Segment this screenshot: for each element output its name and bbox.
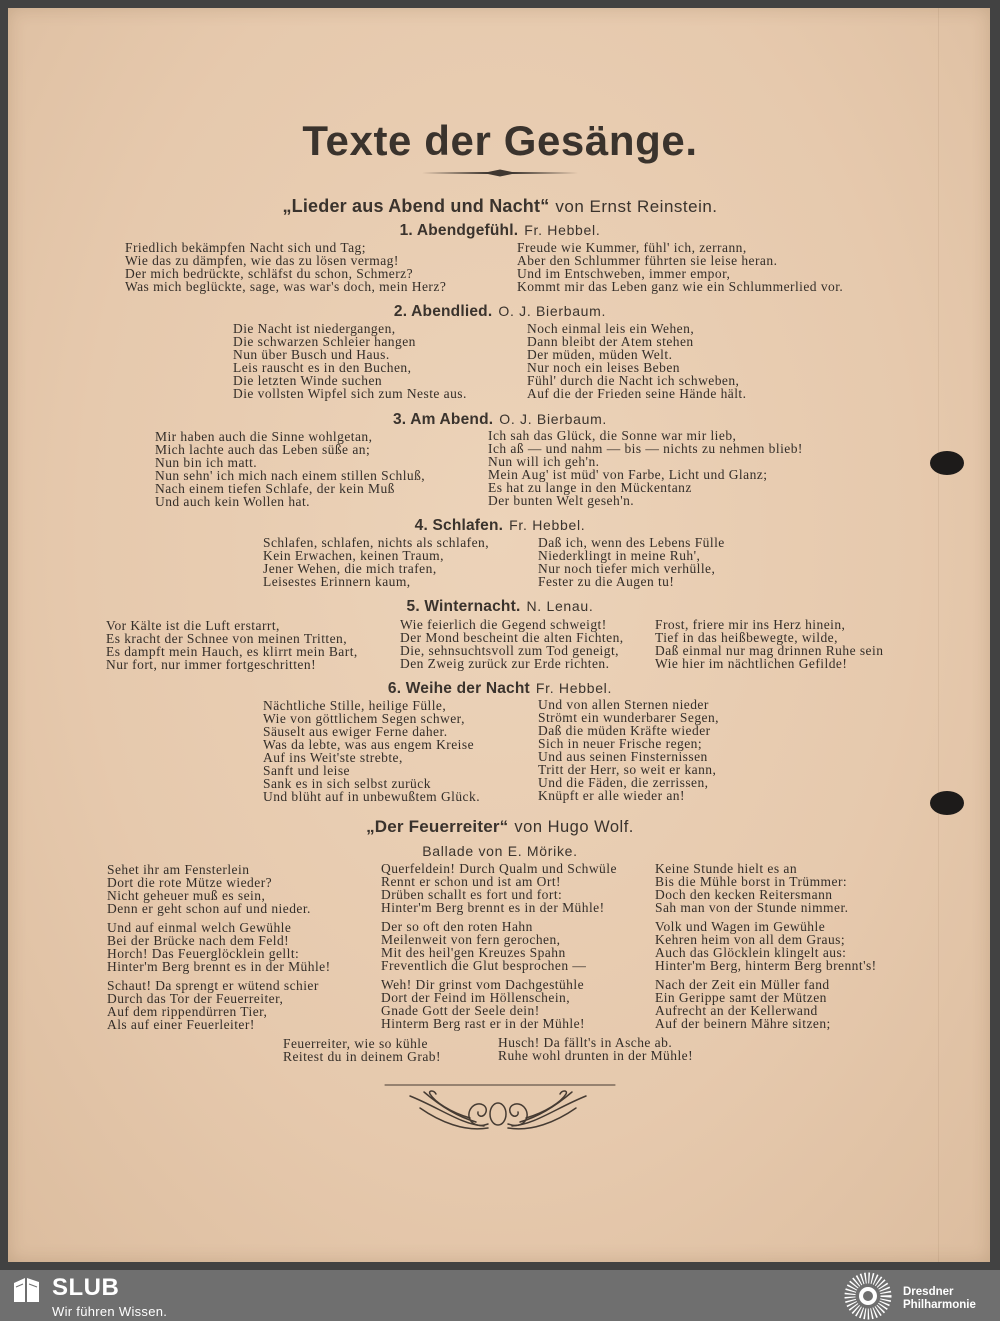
verse-line: Die schwarzen Schleier hangen [233,334,416,349]
verse-line: Nicht geheuer muß es sein, [107,888,266,903]
verse-line: Und im Entschweben, immer empor, [517,266,731,281]
verse-line: Friedlich bekämpfen Nacht sich und Tag; [125,240,366,255]
verse-line: Nur noch ein leises Beben [527,360,680,375]
verse-line: Keine Stunde hielt es an [655,861,798,876]
verse-line: Niederklingt in meine Ruh', [538,548,701,563]
verse-line: Leisestes Erinnern kaum, [263,574,411,589]
song-1-column-1 [125,241,446,293]
song-poet: Fr. Hebbel. [535,680,613,696]
verse-line: Und die Fäden, die zerrissen, [538,775,709,790]
verse-line: Es hat zu lange in den Mückentanz [488,480,692,495]
song-poet: Fr. Hebbel. [509,517,586,533]
verse-line: Sanft und leise [263,763,350,778]
verse-line: Daß einmal nur mag drinnen Ruhe sein [655,643,884,658]
verse-line: Was mich beglückte, sage, was war's doch, mein Herz? [125,279,447,294]
song-6-column-1 [263,699,480,803]
song-poet: N. Lenau. [526,598,594,614]
ballad-stanza [655,920,877,972]
verse-line: Nur noch tiefer mich verhülle, [538,561,716,576]
verse-line: Säuselt aus ewiger Ferne daher. [263,724,448,739]
verse-line: Auf der beinern Mähre sitzen; [655,1016,831,1031]
verse-line: Schlafen, schlafen, nichts als schlafen, [263,535,490,550]
verse-line: Und auf einmal welch Gewühle [107,920,292,935]
verse-line: Rennt er schon und ist am Ort! [381,874,561,889]
verse-line: Wie feierlich die Gegend schweigt! [400,617,607,632]
philharmonie-logo-text [903,1286,976,1312]
verse-line: Aufrecht an der Kellerwand [655,1003,818,1018]
verse-line: Daß ich, wenn des Lebens Fülle [538,535,725,550]
verse-line: Wie das zu dämpfen, wie das zu lösen vermag! [125,253,399,268]
verse-line: Feuerreiter, wie so kühle [283,1036,428,1051]
verse-line: Wie hier im nächtlichen Gefilde! [655,656,848,671]
verse-line: Hinter'm Berg brennt es in der Mühle! [381,900,605,915]
song-3-heading [0,410,1000,429]
verse-line: Gnade Gott der Seele dein! [381,1003,540,1018]
verse-line: Mich lachte auch das Leben süße an; [155,442,371,457]
song-2-column-2 [527,322,746,400]
ballad-stanza [655,978,831,1030]
verse-line: Sah man von der Stunde nimmer. [655,900,849,915]
song-6-column-2 [538,698,719,802]
slub-tagline: Wir führen Wissen. [52,1304,168,1319]
verse-line: Nun bin ich matt. [155,455,258,470]
verse-line: Reitest du in deinem Grab! [283,1049,441,1064]
ballad-stanza [107,979,319,1031]
verse-line: Den Zweig zurück zur Erde richten. [400,656,610,671]
verse-line: Nun will ich geh'n. [488,454,600,469]
verse-line: Sank es in sich selbst zurück [263,776,431,791]
verse-line: Es kracht der Schnee von meinen Tritten, [106,631,348,646]
verse-line: Was da lebte, was aus engem Kreise [263,737,475,752]
song-title: 6. Weihe der Nacht [387,680,530,697]
verse-line: Dort der Feind im Höllenschein, [381,990,571,1005]
verse-line: Mit des heil'gen Kreuzes Spahn [381,945,566,960]
flourish-ornament [380,1078,620,1140]
song-5-column-1 [106,619,358,671]
verse-line: Jener Wehen, die mich trafen, [263,561,437,576]
verse-line: Nach einem tiefen Schlafe, der kein Muß [155,481,395,496]
verse-line: Querfeldein! Durch Qualm und Schwüle [381,861,617,876]
ballad-composer: von Hugo Wolf. [514,818,634,836]
song-poet: O. J. Bierbaum. [499,411,608,427]
song-4-column-1 [263,536,489,588]
ballad-title: „Der Feuerreiter“ [366,817,509,836]
verse-line: Dann bleibt der Atem stehen [527,334,694,349]
cycle-title: „Lieder aus Abend und Nacht“ [282,196,550,216]
verse-line: Dort die rote Mütze wieder? [107,875,273,890]
philharmonie-line-1: Dresdner [903,1286,954,1298]
verse-line: Die letzten Winde suchen [233,373,383,388]
verse-line: Wie von göttlichem Segen schwer, [263,711,465,726]
song-title: 1. Abendgefühl. [399,222,519,239]
verse-line: Der bunten Welt geseh'n. [488,493,635,508]
song-2-heading [0,302,1000,321]
verse-line: Doch den kecken Reitersmann [655,887,833,902]
verse-line: Mein Aug' ist müd' von Farbe, Licht und Glanz; [488,467,768,482]
verse-line: Schaut! Da sprengt er wütend schier [107,978,319,993]
philharmonie-line-2: Philharmonie [903,1299,976,1311]
verse-line: Freude wie Kummer, fühl' ich, zerrann, [517,240,747,255]
verse-line: Der Mond bescheint die alten Fichten, [400,630,624,645]
song-3-column-2 [488,429,803,507]
song-6-heading [0,679,1000,698]
verse-line: Und blüht auf in unbewußtem Glück. [263,789,481,804]
verse-line: Kehren heim von all dem Graus; [655,932,846,947]
verse-line: Die Nacht ist niedergangen, [233,321,396,336]
verse-line: Nächtliche Stille, heilige Fülle, [263,698,447,713]
cycle-composer: von Ernst Reinstein. [555,197,718,216]
verse-line: Bei der Brücke nach dem Feld! [107,933,290,948]
ballad-stanza [381,862,617,914]
song-title: 5. Winternacht. [406,598,521,615]
verse-line: Drüben schallt es fort und fort: [381,887,563,902]
verse-line: Tritt der Herr, so weit er kann, [538,762,717,777]
punch-hole [930,451,964,475]
song-5-heading [0,597,1000,616]
verse-line: Ich sah das Glück, die Sonne war mir lieb, [488,428,737,443]
song-title: 4. Schlafen. [414,517,504,534]
verse-line: Ruhe wohl drunten in der Mühle! [498,1048,694,1063]
song-5-column-2 [400,618,624,670]
verse-line: Freventlich die Glut besprochen — [381,958,587,973]
song-1-heading [0,221,1000,240]
verse-line: Horch! Das Feuerglöcklein gellt: [107,946,300,961]
title-rule-ornament [420,166,580,180]
verse-line: Strömt ein wunderbarer Segen, [538,710,720,725]
verse-line: Kommt mir das Leben ganz wie ein Schlummerlied vor. [517,279,844,294]
slub-book-icon [11,1275,43,1305]
verse-line: Hinterm Berg rast er in der Mühle! [381,1016,585,1031]
verse-line: Frost, friere mir ins Herz hinein, [655,617,846,632]
verse-line: Sich in neuer Frische regen; [538,736,703,751]
verse-line: Der so oft den roten Hahn [381,919,533,934]
verse-line: Auf ins Weit'ste strebte, [263,750,403,765]
ballad-stanza [655,862,848,914]
verse-line: Die, sehnsuchtsvoll zum Tod geneigt, [400,643,619,658]
ballad-stanza [107,863,311,915]
ballad-stanza [107,921,331,973]
verse-line: Und aus seinen Finsternissen [538,749,708,764]
verse-line: Nach der Zeit ein Müller fand [655,977,830,992]
verse-line: Auch das Glöcklein klingelt aus: [655,945,847,960]
ballad-closing-left [283,1037,441,1063]
song-3-column-1 [155,430,425,508]
verse-line: Hinter'm Berg, hinterm Berg brennt's! [655,958,877,973]
ballad-stanza [381,920,586,972]
verse-line: Auf die der Frieden seine Hände hält. [527,386,747,401]
verse-line: Der mich bedrückte, schläfst du schon, Schmerz? [125,266,414,281]
verse-line: Weh! Dir grinst vom Dachgestühle [381,977,585,992]
verse-line: Nun sehn' ich mich nach einem stillen Schluß, [155,468,426,483]
punch-hole [930,791,964,815]
verse-line: Und auch kein Wollen hat. [155,494,311,509]
song-2-column-1 [233,322,467,400]
verse-line: Denn er geht schon auf und nieder. [107,901,311,916]
verse-line: Die vollsten Wipfel sich zum Neste aus. [233,386,467,401]
ballad-heading [0,816,1000,839]
ballad-subtitle [0,842,1000,861]
verse-line: Mir haben auch die Sinne wohlgetan, [155,429,373,444]
verse-line: Durch das Tor der Feuerreiter, [107,991,284,1006]
song-5-column-3 [655,618,883,670]
song-4-heading [0,516,1000,535]
song-poet: Fr. Hebbel. [524,222,601,238]
song-title: 2. Abendlied. [393,303,493,320]
verse-line: Es dampft mein Hauch, es klirrt mein Bart, [106,644,358,659]
verse-line: Nun über Busch und Haus. [233,347,390,362]
ballad-stanza [381,978,585,1030]
verse-line: Nur fort, nur immer fortgeschritten! [106,657,317,672]
verse-line: Tief in das heißbewegte, wilde, [655,630,838,645]
verse-line: Auf dem rippendürren Tier, [107,1004,268,1019]
page-title: Texte der Gesänge. [302,117,698,164]
ballad-closing-right [498,1036,693,1062]
verse-line: Noch einmal leis ein Wehen, [527,321,695,336]
verse-line: Knüpft er alle wieder an! [538,788,685,803]
verse-line: Der müden, müden Welt. [527,347,673,362]
song-1-column-2 [517,241,843,293]
ballad-subtitle-text: Ballade von E. Mörike. [422,843,578,859]
verse-line: Kein Erwachen, keinen Traum, [263,548,444,563]
verse-line: Meilenweit von fern gerochen, [381,932,561,947]
verse-line: Ein Gerippe samt der Mützen [655,990,827,1005]
philharmonie-sunburst-icon [840,1271,896,1321]
verse-line: Ich aß — und nahm — bis — nichts zu nehmen blieb! [488,441,803,456]
verse-line: Als auf einer Feuerleiter! [107,1017,255,1032]
verse-line: Husch! Da fällt's in Asche ab. [498,1035,673,1050]
song-poet: O. J. Bierbaum. [498,303,607,319]
verse-line: Leis rauscht es in den Buchen, [233,360,412,375]
verse-line: Und von allen Sternen nieder [538,697,709,712]
verse-line: Vor Kälte ist die Luft erstarrt, [106,618,280,633]
verse-line: Sehet ihr am Fensterlein [107,862,250,877]
verse-line: Fester zu die Augen tu! [538,574,675,589]
verse-line: Bis die Mühle borst in Trümmer: [655,874,848,889]
cycle-heading [0,195,1000,219]
verse-line: Volk und Wagen im Gewühle [655,919,826,934]
verse-line: Aber den Schlummer führten sie leise heran. [517,253,778,268]
verse-line: Daß die müden Kräfte wieder [538,723,711,738]
song-4-column-2 [538,536,725,588]
slub-logo-text: SLUB [52,1274,120,1301]
song-title: 3. Am Abend. [392,411,494,428]
verse-line: Fühl' durch die Nacht ich schweben, [527,373,740,388]
verse-line: Hinter'm Berg brennt es in der Mühle! [107,959,331,974]
